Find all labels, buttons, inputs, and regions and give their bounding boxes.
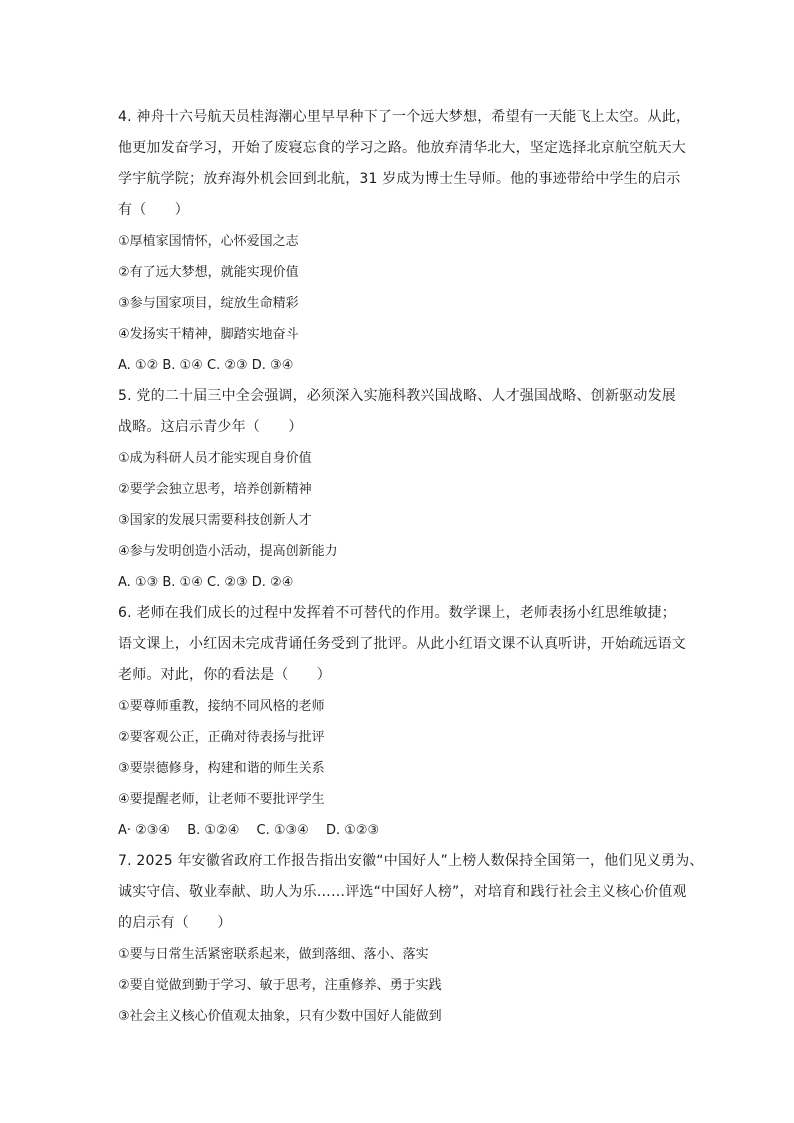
question-list [118,102,704,1032]
question-4-stem-line-1: 4. 神舟十六号航天员桂海潮心里早早种下了一个远大梦想，希望有一天能飞上太空。从此， [118,109,691,125]
question-7-option-3: ③社会主义核心价值观太抽象，只有少数中国好人能做到 [118,1009,442,1024]
question-5-option-2: ②要学会独立思考，培养创新精神 [118,482,312,497]
question-7-stem-line-2: 诚实守信、敬业奉献、助人为乐……评选“中国好人榜”，对培育和践行社会主义核心价值观 [118,884,687,900]
question-4-stem-line-3: 学宇航学院；放弃海外机会回到北航，31 岁成为博士生导师。他的事迹带给中学生的启示 [118,171,681,187]
question-6-option-3: ③要崇德修身，构建和谐的师生关系 [118,761,325,776]
question-4-option-4: ④发扬实干精神，脚踏实地奋斗 [118,327,299,342]
question-7-option-1: ①要与日常生活紧密联系起来，做到落细、落小、落实 [118,947,429,962]
question-6-stem-line-1: 6. 老师在我们成长的过程中发挥着不可替代的作用。数学课上，老师表扬小红思维敏捷； [118,605,677,621]
question-4-stem-line-2: 他更加发奋学习，开始了废寝忘食的学习之路。他放弃清华北大，坚定选择北京航空航天大 [118,140,686,156]
question-6-option-4: ④要提醒老师，让老师不要批评学生 [118,792,325,807]
question-4-option-1: ①厚植家国情怀，心怀爱国之志 [118,234,299,249]
question-5-option-1: ①成为科研人员才能实现自身价值 [118,451,312,466]
question-5-stem-line-2: 战略。这启示青少年（ ） [118,419,303,435]
question-7-stem-line-3: 的启示有（ ） [118,915,232,931]
question-6-option-1: ①要尊师重教，接纳不同风格的老师 [118,699,325,714]
question-7-stem-line-1: 7. 2025 年安徽省政府工作报告指出安徽“中国好人”上榜人数保持全国第一，他们见义勇为、 [118,853,704,869]
question-4-option-2: ②有了远大梦想，就能实现价值 [118,265,299,280]
question-7-option-2: ②要自觉做到勤于学习、敏于思考，注重修养、勇于实践 [118,978,442,993]
question-6-answer-choices: A· ②③④ B. ①②④ C. ①③④ D. ①②③ [118,823,380,838]
question-5-stem-line-1: 5. 党的二十届三中全会强调，必须深入实施科教兴国战略、人才强国战略、创新驱动发展 [118,388,677,404]
question-6-stem-line-3: 老师。对此，你的看法是（ ） [118,667,331,683]
question-6-option-2: ②要客观公正，正确对待表扬与批评 [118,730,325,745]
question-4-answer-choices: A. ①② B. ①④ C. ②③ D. ③④ [118,358,294,373]
question-5-option-3: ③国家的发展只需要科技创新人才 [118,513,312,528]
question-5-answer-choices: A. ①③ B. ①④ C. ②③ D. ②④ [118,575,294,590]
question-5-option-4: ④参与发明创造小活动，提高创新能力 [118,544,338,559]
question-6-stem-line-2: 语文课上，小红因未完成背诵任务受到了批评。从此小红语文课不认真听讲，开始疏远语文 [118,636,686,652]
question-4-stem-line-4: 有（ ） [118,202,189,218]
question-4-option-3: ③参与国家项目，绽放生命精彩 [118,296,299,311]
